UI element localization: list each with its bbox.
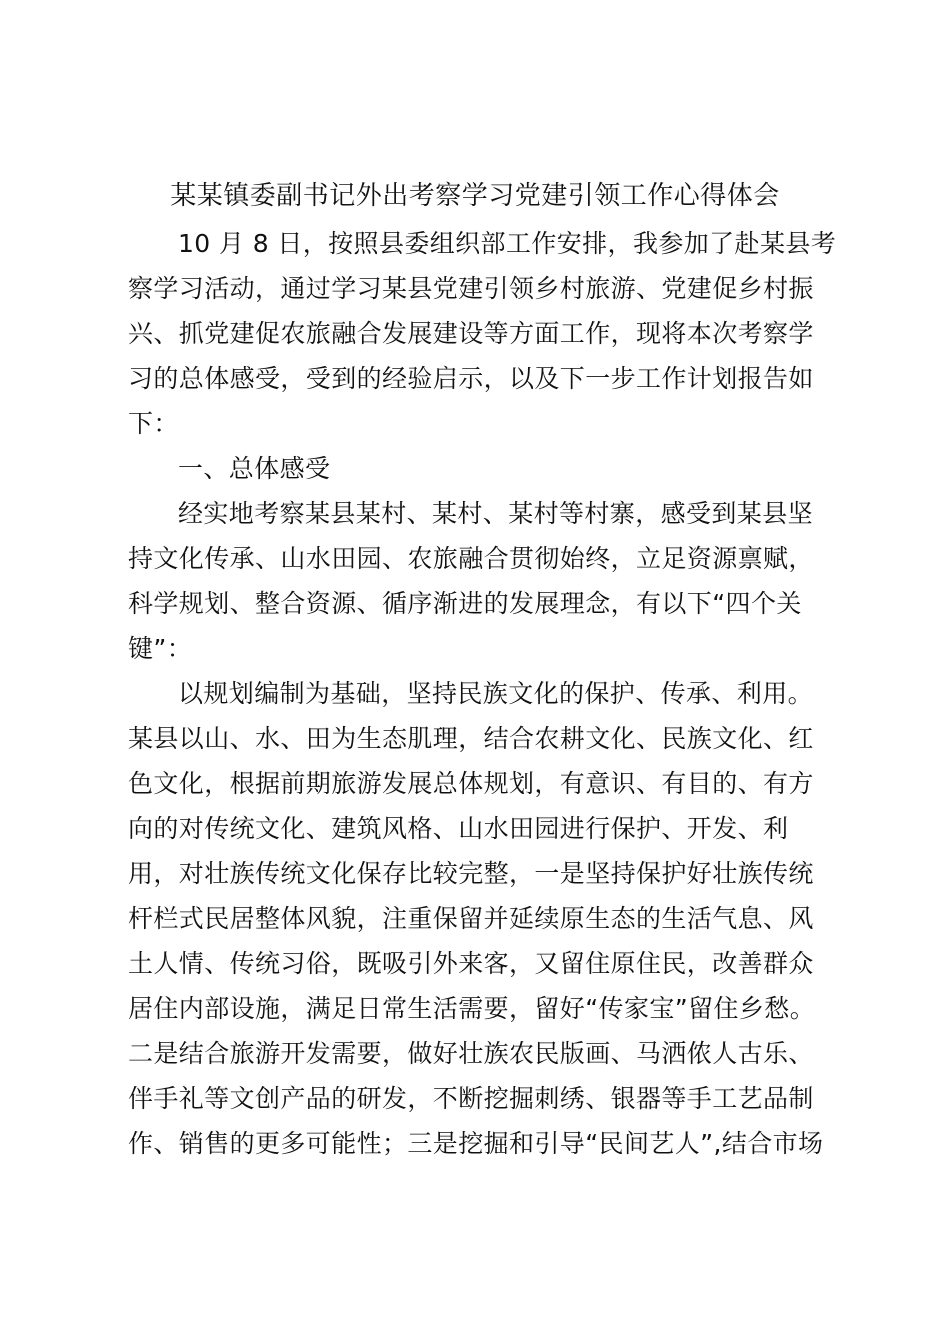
body-line: 持文化传承、山水田园、农旅融合贯彻始终，立足资源禀赋， [128,544,814,573]
body-line: 某县以山、水、田为生态肌理，结合农耕文化、民族文化、红 [128,724,814,753]
body-line: 土人情、传统习俗，既吸引外来客，又留住原住民，改善群众 [128,949,814,978]
body-line: 向的对传统文化、建筑风格、山水田园进行保护、开发、利 [128,814,789,843]
body-line: 经实地考察某县某村、某村、某村等村寨，感受到某县坚 [178,499,814,528]
body-line: 作、销售的更多可能性；三是挖掘和引导“民间艺人”,结合市场 [128,1129,824,1158]
document-title: 某某镇委副书记外出考察学习党建引领工作心得体会 [170,181,780,211]
body-line: 杆栏式民居整体风貌，注重保留并延续原生态的生活气息、风 [128,904,814,933]
body-line: 10 月 8 日，按照县委组织部工作安排，我参加了赴某县考 [178,229,837,258]
document-body [128,221,837,1166]
body-line: 二是结合旅游开发需要，做好壮族农民版画、马洒侬人古乐、 [128,1039,814,1068]
body-line: 察学习活动，通过学习某县党建引领乡村旅游、党建促乡村振 [128,274,814,303]
body-line: 以规划编制为基础，坚持民族文化的保护、传承、利用。 [178,679,814,708]
body-line: 下： [128,409,179,438]
body-line: 一、总体感受 [178,454,331,483]
body-line: 兴、抓党建促农旅融合发展建设等方面工作，现将本次考察学 [128,319,814,348]
body-line: 用，对壮族传统文化保存比较完整，一是坚持保护好壮族传统 [128,859,814,888]
body-line: 键”： [128,634,193,663]
body-line: 色文化，根据前期旅游发展总体规划，有意识、有目的、有方 [128,769,814,798]
body-line: 居住内部设施，满足日常生活需要，留好“传家宝”留住乡愁。 [128,994,816,1023]
body-line: 习的总体感受，受到的经验启示，以及下一步工作计划报告如 [128,364,814,393]
body-line: 科学规划、整合资源、循序渐进的发展理念，有以下“四个关 [128,589,802,618]
body-line: 伴手礼等文创产品的研发，不断挖掘刺绣、银器等手工艺品制 [128,1084,814,1113]
